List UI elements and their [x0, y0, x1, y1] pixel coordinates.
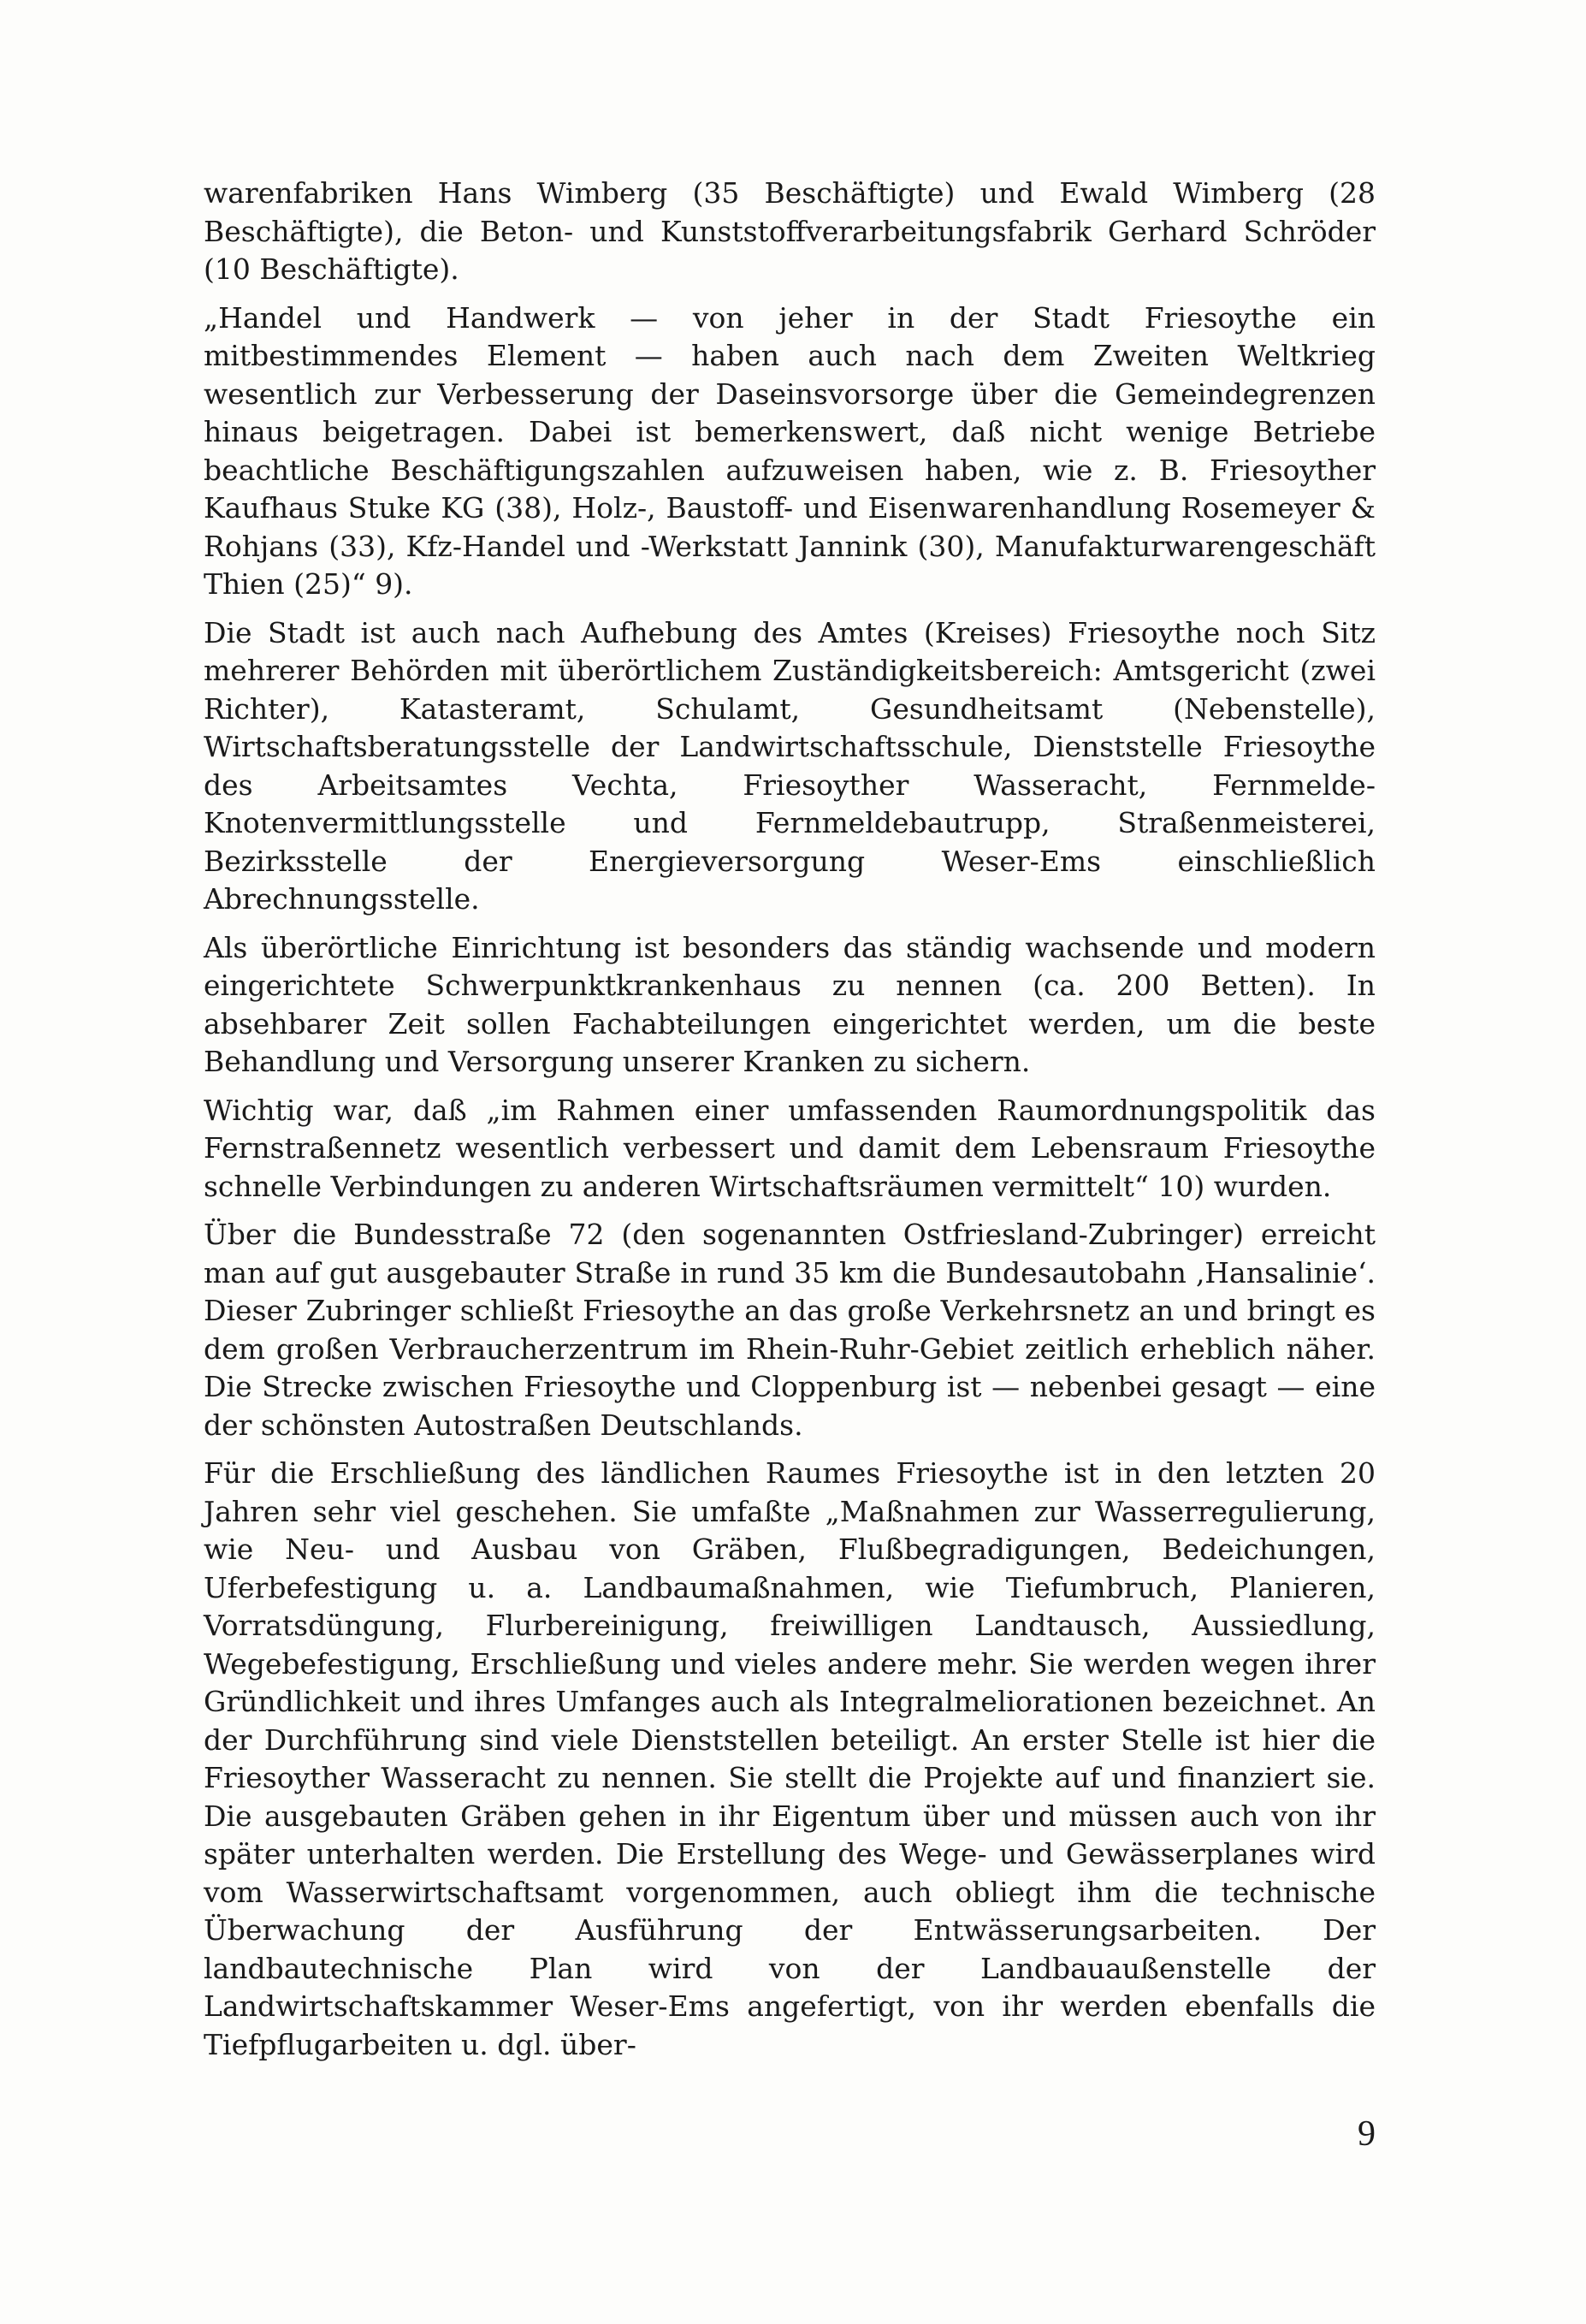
- paragraph-3: Die Stadt ist auch nach Aufhebung des Amtes (Kreises) Friesoythe noch Sitz mehrerer Behörden mit überörtlichem Zuständigkeitsbereich: Amtsgericht (zwei Richter), Katasteramt, Schulamt, Gesundheitsamt (Nebenstelle), Wirtschaftsberatungsstelle der Landwirtschaftsschule, Dienststelle Friesoythe des Arbeitsamtes Vechta, Friesoyther Wasseracht, Fernmelde-Knotenvermittlungsstelle und Fernmeldebautrupp, Straßenmeisterei, Bezirksstelle der Energieversorgung Weser-Ems einschließlich Abrechnungsstelle.: [204, 615, 1376, 916]
- body-text: [204, 175, 1376, 2074]
- paragraph-7: Für die Erschließung des ländlichen Raumes Friesoythe ist in den letzten 20 Jahren sehr viel geschehen. Sie umfaßte „Maßnahmen zur Wasserregulierung, wie Neu- und Ausbau von Gräben, Flußbegradigungen, Bedeichungen, Uferbefestigung u. a. Landbaumaßnahmen, wie Tiefumbruch, Planieren, Vorratsdüngung, Flurbereinigung, freiwilligen Landtausch, Aussiedlung, Wegebefestigung, Erschließung und vieles andere mehr. Sie werden wegen ihrer Gründlichkeit und ihres Umfanges auch als Integralmeliorationen bezeichnet. An der Durchführung sind viele Dienststellen beteiligt. An erster Stelle ist hier die Friesoyther Wasseracht zu nennen. Sie stellt die Projekte auf und finanziert sie. Die ausgebauten Gräben gehen in ihr Eigentum über und müssen auch von ihr später unterhalten werden. Die Erstellung des Wege- und Gewässerplanes wird vom Wasserwirtschaftsamt vorgenommen, auch obliegt ihm die technische Überwachung der Ausführung der Entwässerungsarbeiten. Der landbautechnische Plan wird von der Landbauaußenstelle der Landwirtschaftskammer Weser-Ems angefertigt, von ihr werden ebenfalls die Tiefpflugarbeiten u. dgl. über-: [204, 1456, 1376, 2061]
- paragraph-5: Wichtig war, daß „im Rahmen einer umfassenden Raumordnungspolitik das Fernstraßennetz wesentlich verbessert und damit dem Lebensraum Friesoythe schnelle Verbindungen zu anderen Wirtschaftsräumen vermittelt“ 10) wurden.: [204, 1093, 1376, 1203]
- paragraph-2: „Handel und Handwerk — von jeher in der Stadt Friesoythe ein mitbestimmendes Element — haben auch nach dem Zweiten Weltkrieg wesentlich zur Verbesserung der Daseinsvorsorge über die Gemeindegrenzen hinaus beigetragen. Dabei ist bemerkenswert, daß nicht wenige Betriebe beachtliche Beschäftigungszahlen aufzuweisen haben, wie z. B. Friesoyther Kaufhaus Stuke KG (38), Holz-, Baustoff- und Eisenwarenhandlung Rosemeyer & Rohjans (33), Kfz-Handel und -Werkstatt Jannink (30), Manufakturwarengeschäft Thien (25)“ 9).: [204, 300, 1376, 601]
- paragraph-1: warenfabriken Hans Wimberg (35 Beschäftigte) und Ewald Wimberg (28 Beschäftigte), die Beton- und Kunststoffverarbeitungsfabrik Gerhard Schröder (10 Beschäftigte).: [204, 176, 1376, 286]
- paragraph-4: Als überörtliche Einrichtung ist besonders das ständig wachsende und modern eingerichtete Schwerpunktkrankenhaus zu nennen (ca. 200 Betten). In absehbarer Zeit sollen Fachabteilungen eingerichtet werden, um die beste Behandlung und Versorgung unserer Kranken zu sichern.: [204, 930, 1376, 1078]
- paragraph-6: Über die Bundesstraße 72 (den sogenannten Ostfriesland-Zubringer) erreicht man auf gut ausgebauter Straße in rund 35 km die Bundesautobahn ‚Hansalinie‘. Dieser Zubringer schließt Friesoythe an das große Verkehrsnetz an und bringt es dem großen Verbraucherzentrum im Rhein-Ruhr-Gebiet zeitlich erheblich näher. Die Strecke zwischen Friesoythe und Cloppenburg ist — nebenbei gesagt — eine der schönsten Autostraßen Deutschlands.: [204, 1218, 1376, 1442]
- page-number: 9: [1358, 2114, 1376, 2154]
